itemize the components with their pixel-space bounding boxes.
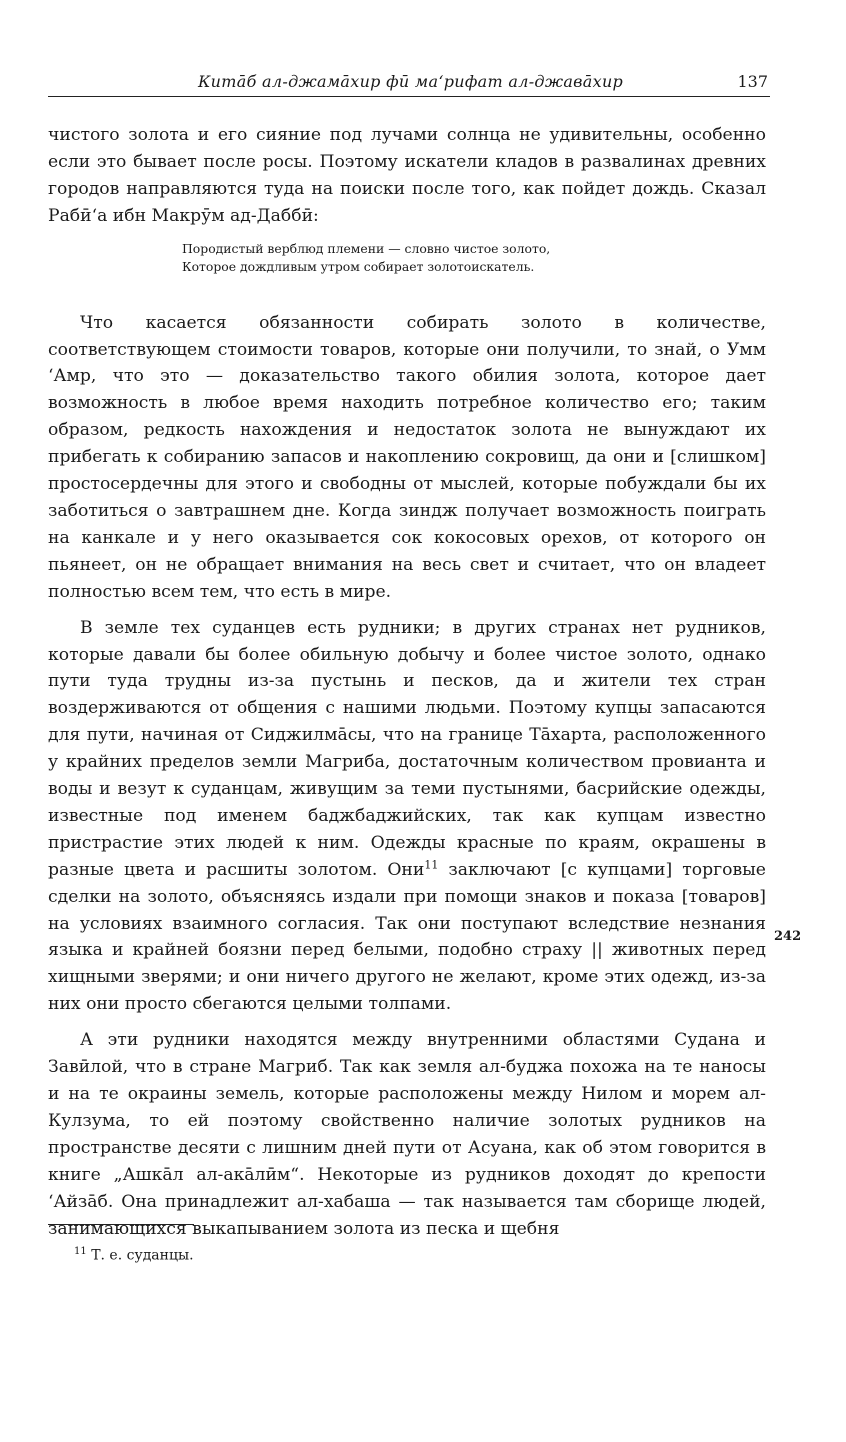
paragraph-3-part-1: В земле тех суданцев есть рудники; в других странах нет рудников, которые давали бы более обильную добычу и более чистое золото, однако пути туда трудны из-за пустынь и песков, да и жители тех стран воздерживаются от общения с нашими людьми. Поэтому купцы запасаются для пути, начиная от Сиджилмāсы, что на границе Тāхарта, расположенного у крайних пределов земли Магриба, достаточным количеством провианта и воды и везут к суданцам, живущим за теми пустынями, басрийские одежды, известные под именем баджбаджийских, так как купцам известно пристрастие этих людей к ним. Одежды красные по краям, окрашены в разные цвета и расшиты золотом. Они (48, 617, 766, 880)
verse-line-1: Породистый верблюд племени — словно чистое золото, (182, 240, 551, 256)
margin-page-number: 242 (774, 929, 802, 944)
header-title: Китāб ал-джамāхир фū ма‘рифат ал-джавāхир (198, 72, 624, 91)
footnote (74, 1246, 194, 1264)
footnote-divider (48, 1224, 194, 1225)
running-header (48, 70, 770, 97)
main-text (48, 122, 766, 1242)
paragraph-1: чистого золота и его сияние под лучами солнца не удивительны, особенно если это бывает после росы. Поэтому искатели кладов в развалинах древних городов направляются туда на поиски после того, как пойдет дождь. Сказал Рабӣ‘а ибн Макрӯм ад-Даббӣ: (48, 125, 766, 226)
paragraph-4: А эти рудники находятся между внутренними областями Судана и Завӣлой, что в стране Магриб. Так как земля ал-буджа похожа на те наносы и на те окраины земель, которые расположены между Нилом и морем ал-Кулзума, то ей поэтому свойственно наличие золотых рудников на пространстве десяти с лишним дней пути от Асуана, как об этом говорится в книге „Ашкāл ал-акāлӣм“. Некоторые из рудников доходят до крепости ‘Айзāб. Она принадлежит ал-хабаша — так называется там сборище людей, занимающихся выкапыванием золота из песка и щебня (48, 1030, 766, 1239)
verse-quote (182, 240, 766, 276)
footnote-number: 11 (74, 1246, 87, 1257)
paragraph-3-part-2: заключают [с купцами] торговые сделки на золото, объясняясь издали при помощи знаков и показа [товаров] на условиях взаимного согласия. Так они поступают вследствие незнания языка и крайней боязни перед белыми, подобно страху || животных перед хищными зверями; и они ничего другого не желают, кроме этих одежд, из-за них они просто сбегаются целыми толпами. (48, 859, 766, 1015)
verse-line-2: Которое дождливым утром собирает золотоискатель. (182, 258, 535, 274)
paragraph-2: Что касается обязанности собирать золото в количестве, соответствующем стоимости товаров, которые они получили, то знай, о Умм ‘Амр, что это — доказательство такого обилия золота, которое дает возможность в любое время находить потребное количество его; таким образом, редкость нахождения и недостаток золота не вынуждают их прибегать к собиранию запасов и накоплению сокровищ, да они и [слишком] простосердечны для этого и свободны от мыслей, которые побуждали бы их заботиться о завтрашнем дне. Когда зиндж получает возможность поиграть на канкале и у него оказывается сок кокосовых орехов, от которого он пьянеет, он не обращает внимания на весь свет и считает, что он владеет полностью всем тем, что есть в мире. (48, 312, 766, 602)
page-number: 137 (737, 72, 768, 91)
footnote-reference: 11 (424, 858, 439, 872)
footnote-text: Т. е. суданцы. (91, 1247, 194, 1264)
paragraph-3 (48, 615, 766, 1019)
